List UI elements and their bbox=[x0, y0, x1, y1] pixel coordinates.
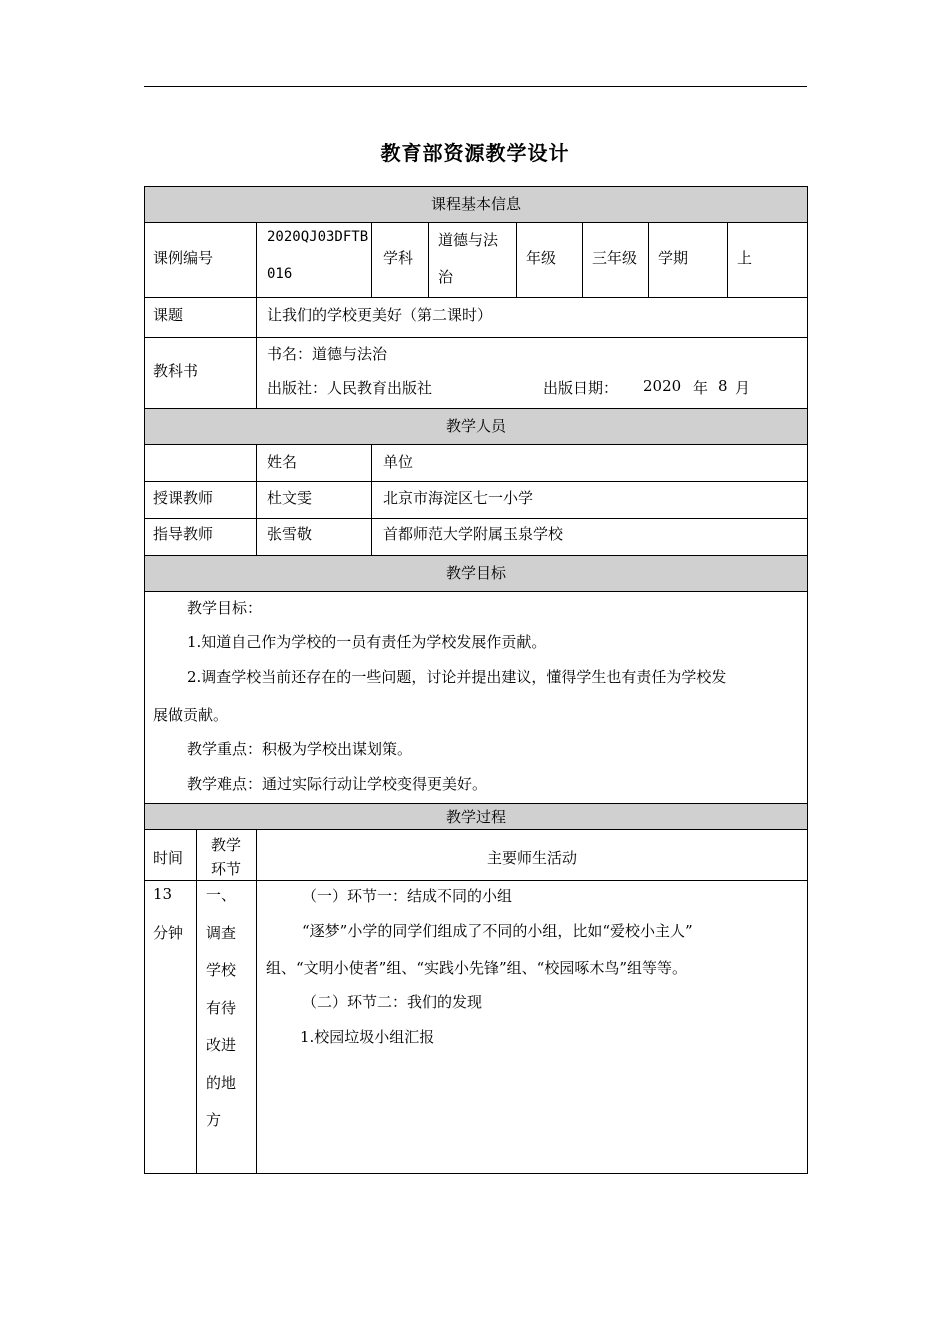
time-value-line1: 13 bbox=[153, 885, 173, 903]
case-no-value-line1: 2020QJ03DFTB bbox=[267, 229, 369, 245]
goal-item-2-line1: 2.调查学校当前还存在的一些问题，讨论并提出建议，懂得学生也有责任为学校发 bbox=[187, 668, 727, 686]
subject-value-line2: 治 bbox=[438, 268, 454, 286]
staff-name-header: 姓名 bbox=[267, 453, 298, 471]
book-name: 书名：道德与法治 bbox=[267, 345, 388, 363]
pub-year: 2020 bbox=[643, 377, 682, 395]
year-unit: 年 bbox=[693, 379, 709, 397]
activity-header: 主要师生活动 bbox=[486, 849, 577, 867]
topic-value: 让我们的学校更美好（第二课时） bbox=[267, 306, 493, 324]
section-header-basic: 课程基本信息 bbox=[144, 186, 808, 223]
grade-value: 三年级 bbox=[592, 249, 638, 267]
term-value: 上 bbox=[737, 249, 753, 267]
section-header-process: 教学过程 bbox=[144, 803, 808, 830]
stage-name: 一、 调查 学校 有待 改进 的地 方 bbox=[206, 886, 237, 1129]
staff-name: 杜文雯 bbox=[267, 489, 313, 507]
staff-unit-header: 单位 bbox=[383, 453, 414, 471]
staff-name: 张雪敬 bbox=[267, 525, 313, 543]
time-header: 时间 bbox=[153, 849, 184, 867]
section-header-goals: 教学目标 bbox=[144, 555, 808, 592]
pub-date-label: 出版日期： bbox=[543, 379, 619, 397]
activity-p2: “逐梦”小学的同学们组成了不同的小组，比如“爱校小主人” bbox=[302, 922, 693, 940]
publisher: 出版社：人民教育出版社 bbox=[267, 379, 433, 397]
month-unit: 月 bbox=[735, 379, 751, 397]
header-rule bbox=[144, 86, 807, 87]
activity-p1: （一）环节一：结成不同的小组 bbox=[302, 887, 513, 905]
difficulty: 教学难点：通过实际行动让学校变得更美好。 bbox=[187, 775, 488, 793]
stage-header-line2: 环节 bbox=[211, 860, 242, 878]
goal-item-1: 1.知道自己作为学校的一员有责任为学校发展作贡献。 bbox=[187, 633, 547, 651]
time-value-line2: 分钟 bbox=[153, 924, 184, 942]
staff-role: 指导教师 bbox=[153, 525, 214, 543]
goals-heading: 教学目标： bbox=[187, 599, 263, 617]
document-title: 教育部资源教学设计 bbox=[380, 141, 570, 165]
key-point: 教学重点：积极为学校出谋划策。 bbox=[187, 740, 413, 758]
term-label: 学期 bbox=[658, 249, 689, 267]
case-no-label: 课例编号 bbox=[153, 249, 214, 267]
pub-month: 8 bbox=[718, 377, 728, 395]
activity-p4: （二）环节二：我们的发现 bbox=[302, 993, 483, 1011]
case-no-value-line2: 016 bbox=[267, 266, 293, 282]
staff-role: 授课教师 bbox=[153, 489, 214, 507]
staff-unit: 首都师范大学附属玉泉学校 bbox=[383, 525, 564, 543]
activity-p3: 组、“文明小使者”组、“实践小先锋”组、“校园啄木鸟”组等等。 bbox=[266, 959, 688, 977]
activity-p5: 1.校园垃圾小组汇报 bbox=[300, 1028, 435, 1046]
goal-item-2-line2: 展做贡献。 bbox=[153, 706, 229, 724]
stage-header-line1: 教学 bbox=[211, 836, 242, 854]
section-header-staff: 教学人员 bbox=[144, 408, 808, 445]
subject-value-line1: 道德与法 bbox=[438, 231, 499, 249]
topic-label: 课题 bbox=[153, 306, 184, 324]
textbook-label: 教科书 bbox=[153, 362, 199, 380]
staff-unit: 北京市海淀区七一小学 bbox=[383, 489, 534, 507]
subject-label: 学科 bbox=[383, 249, 414, 267]
grade-label: 年级 bbox=[526, 249, 557, 267]
